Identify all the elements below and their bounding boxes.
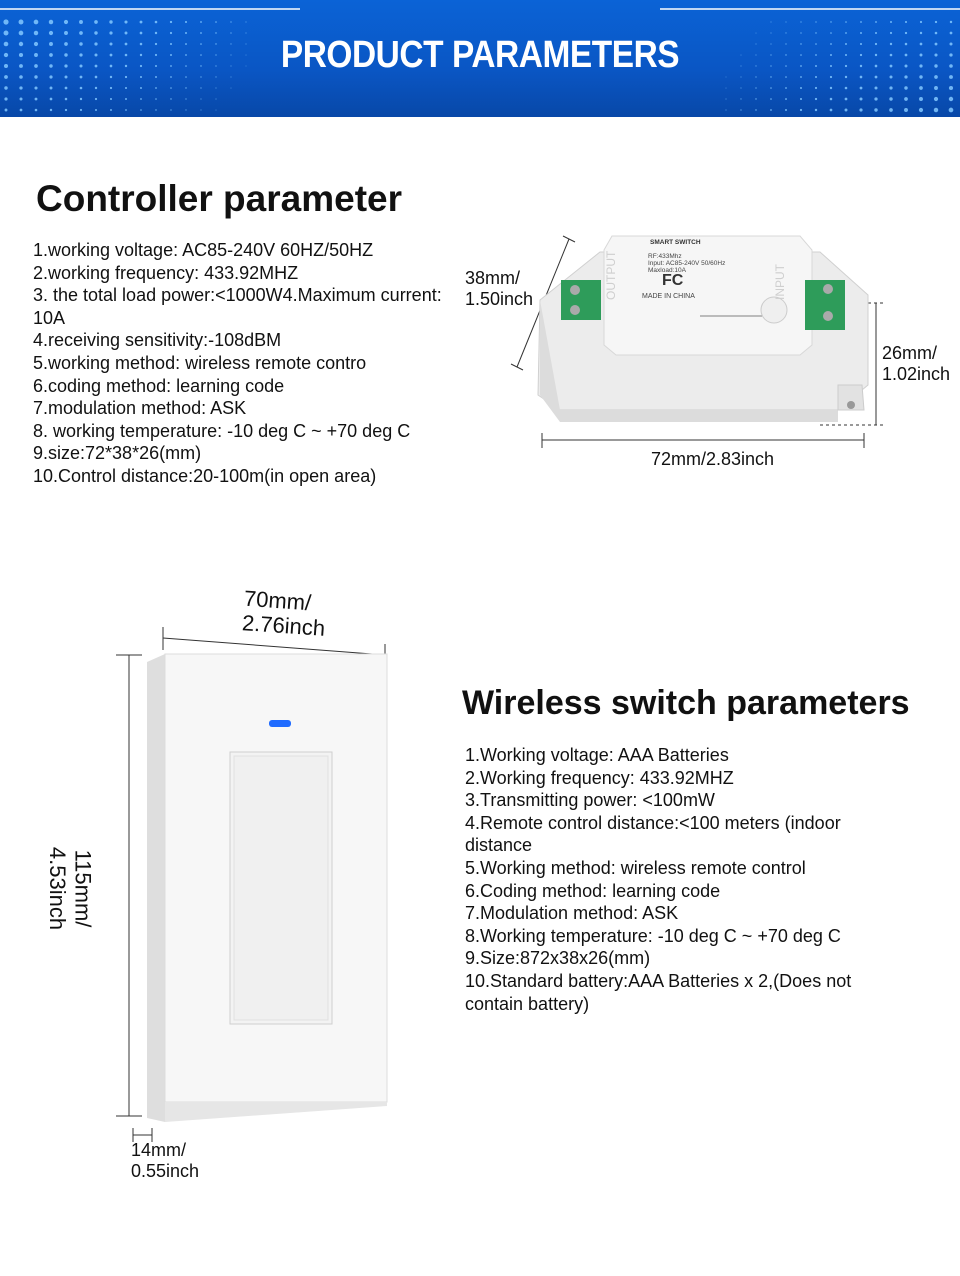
dim-height-mm: 115mm/ <box>70 849 96 928</box>
param-item: 7.modulation method: ASK <box>33 398 247 419</box>
device-label-title: SMART SWITCH <box>650 239 701 246</box>
param-item: 10.Standard battery:AAA Batteries x 2,(Does not contain battery) <box>465 970 852 1014</box>
param-item: 2.Working frequency: 433.92MHZ <box>465 767 734 788</box>
dim-height-mm: 26mm/ <box>882 343 938 363</box>
param-item: 10.Control distance:20-100m(in open area) <box>33 465 377 486</box>
param-item: 4.receiving sensitivity:-108dBM <box>33 330 282 351</box>
dim-depth-mm: 14mm/ <box>131 1140 187 1160</box>
dim-height-inch: 4.53inch <box>45 846 71 931</box>
param-item: 6.Coding method: learning code <box>465 880 721 901</box>
param-item: 5.Working method: wireless remote control <box>465 857 806 878</box>
dim-length: 72mm/2.83inch <box>651 449 775 469</box>
wireless-heading: Wireless switch parameters <box>462 684 910 722</box>
param-item: 3.Transmitting power: <100mW <box>465 790 715 811</box>
dim-width-inch: 2.76inch <box>241 610 326 641</box>
svg-text:Input: AC85-240V 50/60Hz: Input: AC85-240V 50/60Hz <box>648 260 726 267</box>
dim-height-inch: 1.02inch <box>882 364 951 384</box>
dim-width-mm: 70mm/ <box>243 585 313 616</box>
param-item: 7.Modulation method: ASK <box>465 903 679 924</box>
dim-depth-inch: 0.55inch <box>131 1161 200 1181</box>
svg-text:MADE IN CHINA: MADE IN CHINA <box>642 293 695 300</box>
param-item: 1.working voltage: AC85-240V 60HZ/50HZ <box>33 240 374 260</box>
controller-heading: Controller parameter <box>36 178 402 219</box>
dim-depth-inch: 1.50inch <box>465 289 534 309</box>
svg-text:Maxload:10A: Maxload:10A <box>648 267 686 274</box>
param-item: 2.working frequency: 433.92MHZ <box>33 262 299 283</box>
param-item: 8.Working temperature: -10 deg C ~ +70 deg C <box>465 925 841 946</box>
param-item: 4.Remote control distance:<100 meters (indoor distance <box>465 812 841 856</box>
param-item: 8. working temperature: -10 deg C ~ +70 deg C <box>33 420 411 441</box>
param-item: 1.Working voltage: AAA Batteries <box>465 745 729 765</box>
svg-text:FC: FC <box>662 272 684 289</box>
param-item: 5.working method: wireless remote contro <box>33 352 367 373</box>
svg-text:RF:433Mhz: RF:433Mhz <box>648 253 682 260</box>
svg-text:INPUT: INPUT <box>773 264 787 300</box>
param-item: 3. the total load power:<1000W4.Maximum current: 10A <box>33 285 442 328</box>
param-item: 9.size:72*38*26(mm) <box>33 443 202 464</box>
banner-title: PRODUCT PARAMETERS <box>280 34 680 76</box>
led-indicator <box>269 720 291 727</box>
svg-text:OUTPUT: OUTPUT <box>604 250 618 300</box>
dim-depth-mm: 38mm/ <box>465 268 521 288</box>
param-item: 6.coding method: learning code <box>33 375 285 396</box>
wireless-param-list <box>465 744 905 1015</box>
param-item: 9.Size:872x38x26(mm) <box>465 948 651 969</box>
